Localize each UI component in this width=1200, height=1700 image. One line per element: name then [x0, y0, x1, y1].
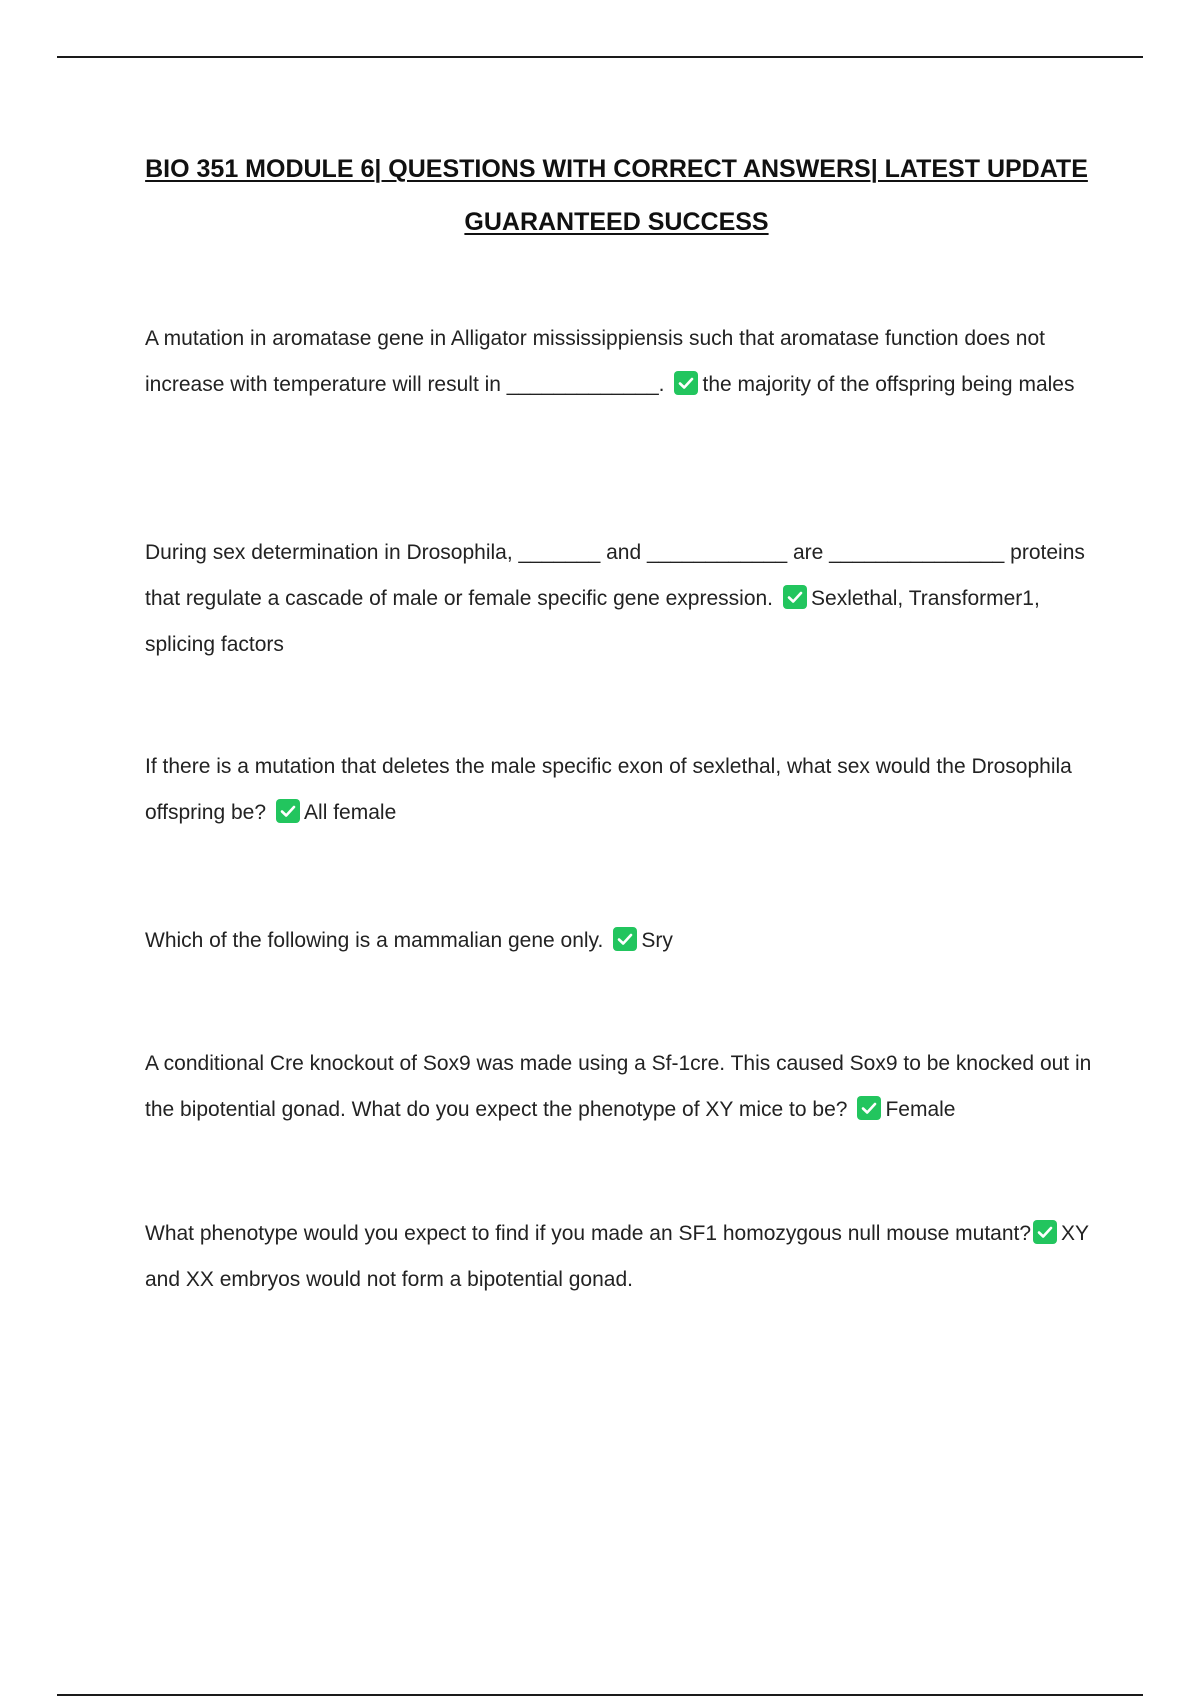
title-line-1: BIO 351 MODULE 6| QUESTIONS WITH CORRECT ANSWERS| LATEST UPDATE	[145, 155, 1088, 183]
answer-text: Sexlethal, Transformer1, splicing factors	[145, 587, 1040, 656]
question-text: During sex determination in Drosophila, _______ and ____________ are _______________ proteins that regulate a cascade of male or female specific gene expression.	[145, 541, 1085, 610]
question-text: A mutation in aromatase gene in Alligator mississippiensis such that aromatase function does not increase with temperature will result in _____________.	[145, 327, 1045, 396]
question-text: A conditional Cre knockout of Sox9 was made using a Sf-1cre. This caused Sox9 to be knocked out in the bipotential gonad. What do you expect the phenotype of XY mice to be?	[145, 1052, 1092, 1121]
checkmark-icon	[857, 1096, 881, 1120]
answer-text: XY and XX embryos would not form a bipotential gonad.	[145, 1222, 1089, 1291]
qa-item	[145, 530, 1095, 668]
question-text: Which of the following is a mammalian gene only.	[145, 929, 604, 952]
checkmark-icon	[613, 927, 637, 951]
footer-rule	[57, 1694, 1143, 1696]
qa-item	[145, 744, 1095, 836]
header-rule	[57, 56, 1143, 58]
qa-item	[145, 918, 1095, 964]
answer-text: All female	[304, 801, 397, 824]
qa-item	[145, 1211, 1095, 1303]
qa-item	[145, 316, 1095, 408]
checkmark-icon	[783, 585, 807, 609]
title-line-2: GUARANTEED SUCCESS	[464, 208, 769, 236]
document-title	[100, 143, 1133, 249]
question-text: If there is a mutation that deletes the male specific exon of sexlethal, what sex would the Drosophila offspring be?	[145, 755, 1072, 824]
checkmark-icon	[674, 371, 698, 395]
answer-text: Sry	[641, 929, 673, 952]
answer-text: the majority of the offspring being males	[702, 373, 1075, 396]
answer-text: Female	[885, 1098, 956, 1121]
qa-item	[145, 1041, 1095, 1133]
question-text: What phenotype would you expect to find if you made an SF1 homozygous null mouse mutant?	[145, 1222, 1032, 1245]
checkmark-icon	[276, 799, 300, 823]
checkmark-icon	[1033, 1220, 1057, 1244]
